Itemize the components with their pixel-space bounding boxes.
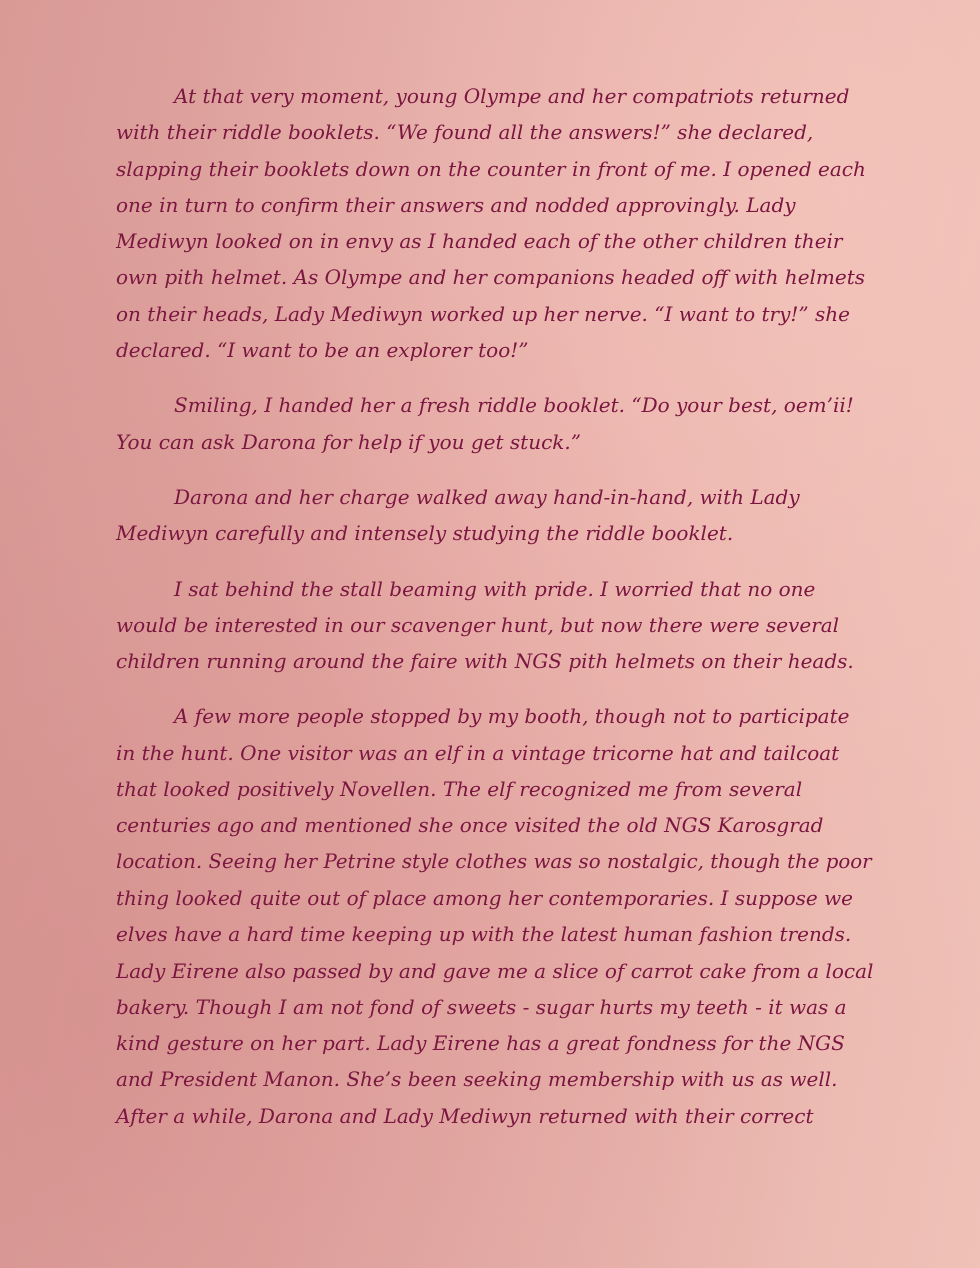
text-line: would be interested in our scavenger hunt, but now there were several (116, 612, 840, 637)
text-line: declared. “I want to be an explorer too!” (116, 338, 529, 363)
text-line: slapping their booklets down on the counter in front of me. I opened each (116, 156, 866, 181)
text-line: After a while, Darona and Lady Mediwyn returned with their correct (116, 1103, 814, 1128)
text-line: kind gesture on her part. Lady Eirene has a great fondness for the NGS (116, 1031, 845, 1056)
text-line: in the hunt. One visitor was an elf in a vintage tricorne hat and tailcoat (116, 740, 840, 765)
text-line: Mediwyn looked on in envy as I handed each of the other children their (116, 229, 843, 254)
journal-text (116, 78, 874, 1153)
paragraph-visitors (116, 698, 874, 1134)
text-line: location. Seeing her Petrine style clothes was so nostalgic, though the poor (116, 849, 872, 873)
text-line: You can ask Darona for help if you get stuck.” (116, 429, 581, 454)
text-line: elves have a hard time keeping up with the latest human fashion trends. (116, 922, 852, 947)
text-line: Darona and her charge walked away hand-in-hand, with Lady (174, 484, 800, 509)
text-line: bakery. Though I am not fond of sweets - sugar hurts my teeth - it was a (116, 994, 847, 1019)
paragraph-stall-pride (116, 571, 874, 680)
text-line: A few more people stopped by my booth, though not to participate (174, 704, 850, 729)
text-line: thing looked quite out of place among her contemporaries. I suppose we (116, 885, 854, 910)
paragraph-darona-walks (116, 479, 874, 552)
text-line: children running around the faire with NGS pith helmets on their heads. (116, 649, 854, 674)
text-line: one in turn to confirm their answers and nodded approvingly. Lady (116, 192, 796, 217)
text-line: own pith helmet. As Olympe and her companions headed off with helmets (116, 265, 866, 290)
text-line: I sat behind the stall beaming with pride. I worried that no one (174, 576, 816, 601)
text-line: Lady Eirene also passed by and gave me a slice of carrot cake from a local (116, 958, 874, 983)
text-line: Mediwyn carefully and intensely studying the riddle booklet. (116, 521, 734, 546)
paragraph-riddle-booklet (116, 387, 874, 460)
text-line: Smiling, I handed her a fresh riddle booklet. “Do your best, oem’ii! (174, 393, 854, 418)
text-line: with their riddle booklets. “We found all the answers!” she declared, (116, 120, 814, 145)
paragraph-olympe-returns (116, 78, 874, 368)
text-line: that looked positively Novellen. The elf recognized me from several (116, 777, 803, 802)
text-line: on their heads, Lady Mediwyn worked up her nerve. “I want to try!” she (116, 301, 850, 326)
text-line: and President Manon. She’s been seeking membership with us as well. (116, 1067, 838, 1092)
text-line: centuries ago and mentioned she once visited the old NGS Karosgrad (116, 813, 824, 838)
text-line: At that very moment, young Olympe and her compatriots returned (174, 84, 850, 108)
